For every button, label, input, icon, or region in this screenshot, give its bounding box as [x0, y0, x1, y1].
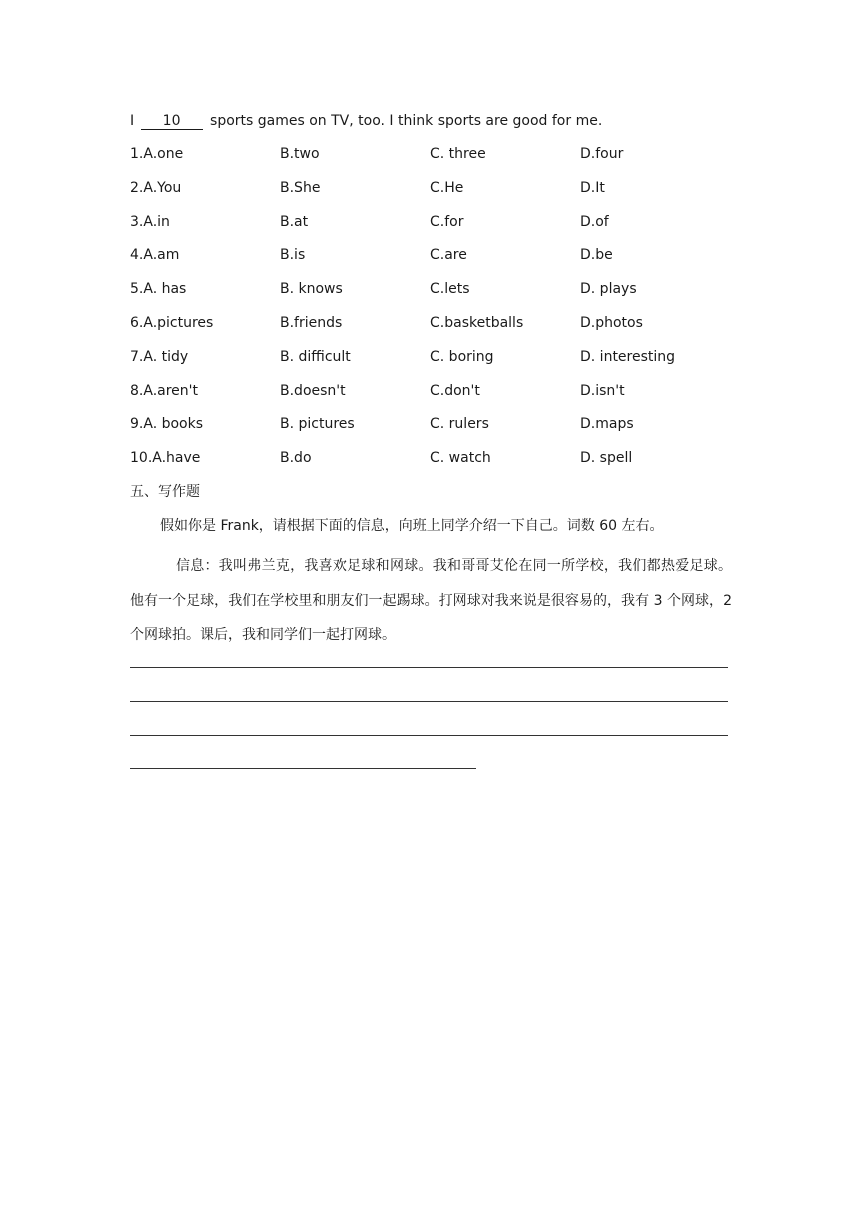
- option-d: D.isn't: [580, 382, 625, 399]
- option-d: D. interesting: [580, 348, 676, 365]
- option-d: D.four: [580, 146, 624, 162]
- section-heading-writing: 五、写作题: [130, 484, 200, 500]
- option-c: C.don't: [430, 382, 480, 399]
- option-c: C. watch: [430, 450, 491, 467]
- writing-prompt: 假如你是 Frank，请根据下面的信息，向班上同学介绍一下自己。词数 60 左右。: [160, 518, 664, 534]
- option-a: 6.A.pictures: [130, 314, 214, 331]
- option-b: B. pictures: [280, 416, 355, 433]
- option-b: B. knows: [280, 281, 343, 298]
- question-row: [130, 314, 730, 348]
- option-a: 1.A.one: [130, 146, 184, 162]
- option-c: C. rulers: [430, 416, 489, 433]
- writing-info: 信息：我叫弗兰克，我喜欢足球和网球。我和哥哥艾伦在同一所学校，我们都热爱足球。他有一个足球，我们在学校里和朋友们一起踢球。打网球对我来说是很容易的，我有 3 个网球，2 个网球拍。课后，我和同学们一起打网球。: [130, 558, 732, 643]
- option-d: D. spell: [580, 450, 633, 467]
- question-row: [130, 348, 730, 382]
- option-a: 10.A.have: [130, 450, 201, 467]
- question-row: [130, 145, 730, 179]
- answer-blank-10: 10: [141, 113, 203, 130]
- option-b: B.at: [280, 213, 309, 230]
- question-row: [130, 382, 730, 416]
- option-d: D.be: [580, 247, 613, 264]
- passage-last-line: [130, 112, 602, 130]
- option-b: B.do: [280, 450, 312, 467]
- option-a: 7.A. tidy: [130, 348, 189, 365]
- option-c: C.are: [430, 247, 467, 264]
- answer-line: [130, 701, 728, 702]
- option-a: 3.A.in: [130, 213, 170, 230]
- option-a: 9.A. books: [130, 416, 204, 433]
- option-c: C.lets: [430, 281, 470, 298]
- answer-line: [130, 735, 728, 736]
- option-b: B.doesn't: [280, 382, 346, 399]
- option-c: C.for: [430, 213, 464, 230]
- option-c: C. boring: [430, 348, 494, 365]
- option-a: 5.A. has: [130, 281, 187, 298]
- option-b: B.two: [280, 146, 320, 162]
- passage-text-rest: sports games on TV, too. I think sports are good for me.: [210, 113, 603, 129]
- question-row: [130, 246, 730, 280]
- question-row: [130, 213, 730, 247]
- option-d: D.photos: [580, 314, 643, 331]
- option-b: B.is: [280, 247, 306, 264]
- option-b: B. difficult: [280, 348, 351, 365]
- passage-text-start: I: [130, 113, 135, 129]
- question-row: [130, 280, 730, 314]
- option-d: D. plays: [580, 281, 637, 298]
- question-row: [130, 449, 730, 483]
- answer-line: [130, 667, 728, 668]
- option-d: D.It: [580, 179, 605, 196]
- option-a: 8.A.aren't: [130, 382, 198, 399]
- question-row: [130, 415, 730, 449]
- option-d: D.of: [580, 213, 609, 230]
- option-c: C.basketballs: [430, 314, 524, 331]
- option-a: 2.A.You: [130, 179, 182, 196]
- option-a: 4.A.am: [130, 247, 180, 264]
- option-c: C. three: [430, 146, 486, 162]
- option-b: B.friends: [280, 314, 343, 331]
- answer-options: [130, 145, 730, 483]
- answer-line: [130, 768, 476, 769]
- option-b: B.She: [280, 179, 321, 196]
- option-d: D.maps: [580, 416, 634, 433]
- question-row: [130, 179, 730, 213]
- option-c: C.He: [430, 179, 464, 196]
